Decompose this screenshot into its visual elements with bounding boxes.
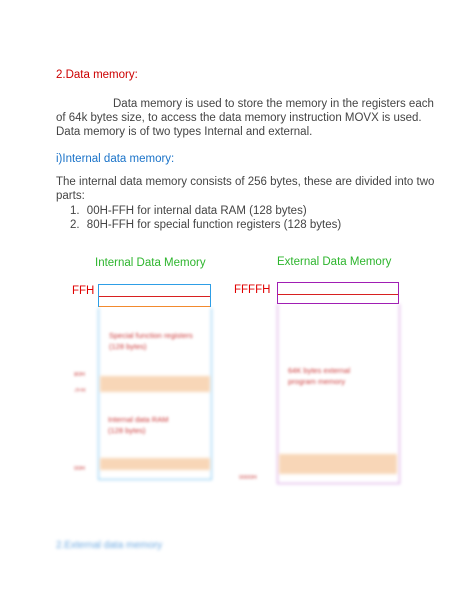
internal-para-line-2: parts: [56, 190, 85, 202]
external-top-address: FFFFH [234, 284, 271, 296]
internal-heading: i)Internal data memory: [56, 153, 175, 165]
external-diagram-title: External Data Memory [277, 256, 392, 268]
list-item-2 [70, 218, 341, 233]
external-block-label: 64K bytes external program memory [288, 366, 351, 386]
intro-line-1: Data memory is used to store the memory in the registers each [113, 98, 434, 110]
list-text: 00H-FFH for internal data RAM (128 bytes) [86, 205, 307, 217]
internal-upper-label: Special function registers (128 bytes) [109, 331, 193, 351]
section-title: 2.Data memory: [56, 69, 138, 81]
internal-address-80h: 80H [74, 372, 86, 378]
external-address-0000h: 0000H [239, 475, 257, 481]
internal-address-00h: 00H [74, 466, 86, 472]
intro-line-2: of 64k bytes size, to access the data memory instruction MOVX is used. [56, 112, 422, 124]
list-text: 80H-FFH for special function registers (128 bytes) [86, 219, 342, 231]
internal-address-7fh: 7FH [74, 388, 86, 394]
intro-line-3: Data memory is of two types Internal and external. [56, 126, 313, 138]
external-heading: 2.External data memory [56, 540, 163, 551]
internal-diagram-title: Internal Data Memory [95, 257, 206, 269]
internal-top-address: FFH [72, 285, 95, 297]
list-item-1 [70, 204, 307, 219]
list-marker: 1. [70, 205, 80, 217]
internal-memory-block [98, 284, 211, 480]
internal-para-line-1: The internal data memory consists of 256 bytes, these are divided into two [56, 176, 435, 188]
list-marker: 2. [70, 219, 80, 231]
internal-lower-label: Internal data RAM (128 bytes) [108, 415, 169, 435]
